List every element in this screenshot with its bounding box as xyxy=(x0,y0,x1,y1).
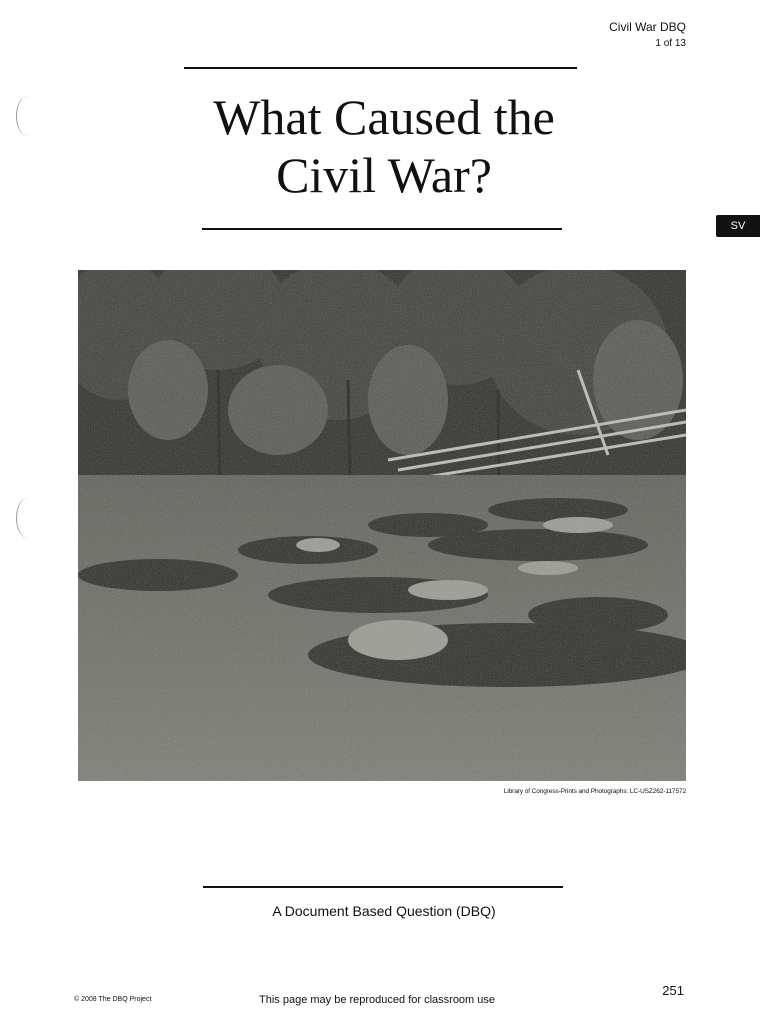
page-number: 251 xyxy=(662,983,684,998)
reproduction-note: This page may be reproduced for classroom use xyxy=(259,994,496,1006)
title-bottom-rule xyxy=(202,228,562,230)
copyright-notice: © 2008 The DBQ Project xyxy=(74,996,152,1003)
page-title-line-2: Civil War? xyxy=(276,147,492,203)
photo-credit: Library of Congress-Prints and Photographs: LC-USZ262-117572 xyxy=(503,788,686,795)
page-indicator: 1 of 13 xyxy=(655,38,686,49)
punch-hole-mark xyxy=(16,498,39,538)
subtitle-rule xyxy=(203,886,563,888)
battlefield-photo xyxy=(78,270,686,781)
title-top-rule xyxy=(184,67,577,69)
page-title-line-1: What Caused the xyxy=(213,89,555,145)
document-subtitle: A Document Based Question (DBQ) xyxy=(272,903,496,919)
header-title: Civil War DBQ xyxy=(609,20,686,34)
section-tab: SV xyxy=(716,215,760,237)
